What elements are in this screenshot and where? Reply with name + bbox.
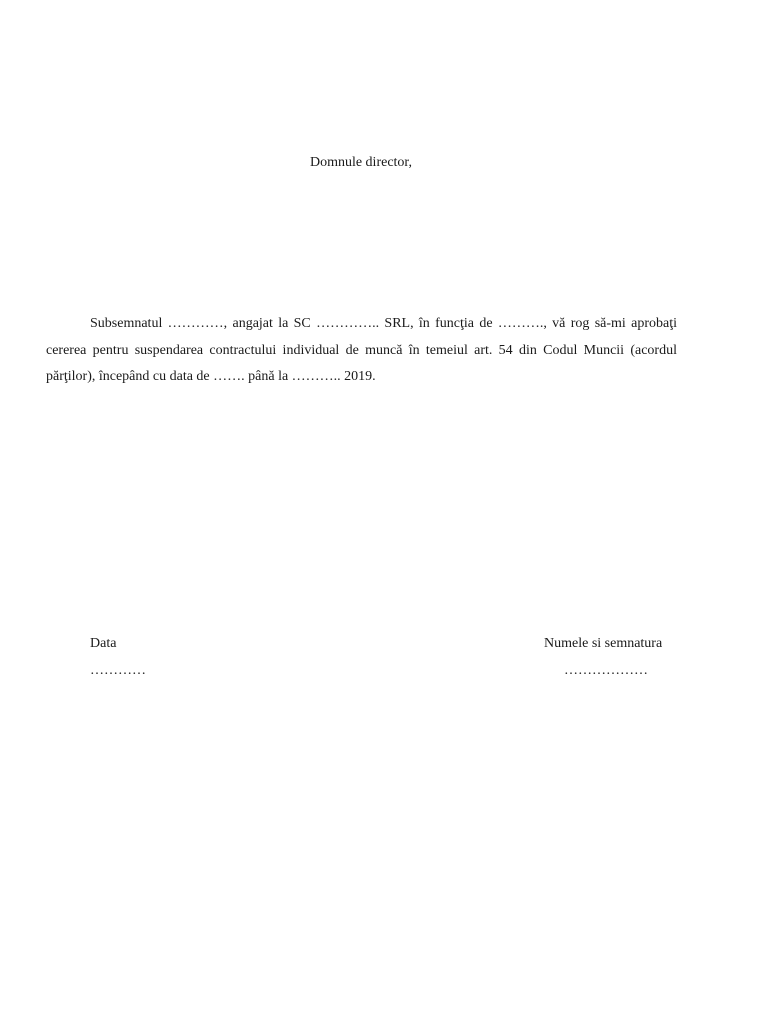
signature-placeholder: ……………… <box>564 663 648 678</box>
request-body-paragraph: Subsemnatul …………, angajat la SC ………….. SRL, în funcţia de ………., vă rog să-mi aprobaţi cererea pentru suspendarea contractului individual de muncă în temeiul art. 54 din Codul Muncii (acordul părţilor), începând cu data de ……. până la ……….. 2019. <box>46 316 677 384</box>
date-label: Data <box>90 636 117 651</box>
signature-label: Numele si semnatura <box>544 636 663 651</box>
salutation: Domnule director, <box>309 155 413 170</box>
date-placeholder: ………… <box>90 663 146 678</box>
